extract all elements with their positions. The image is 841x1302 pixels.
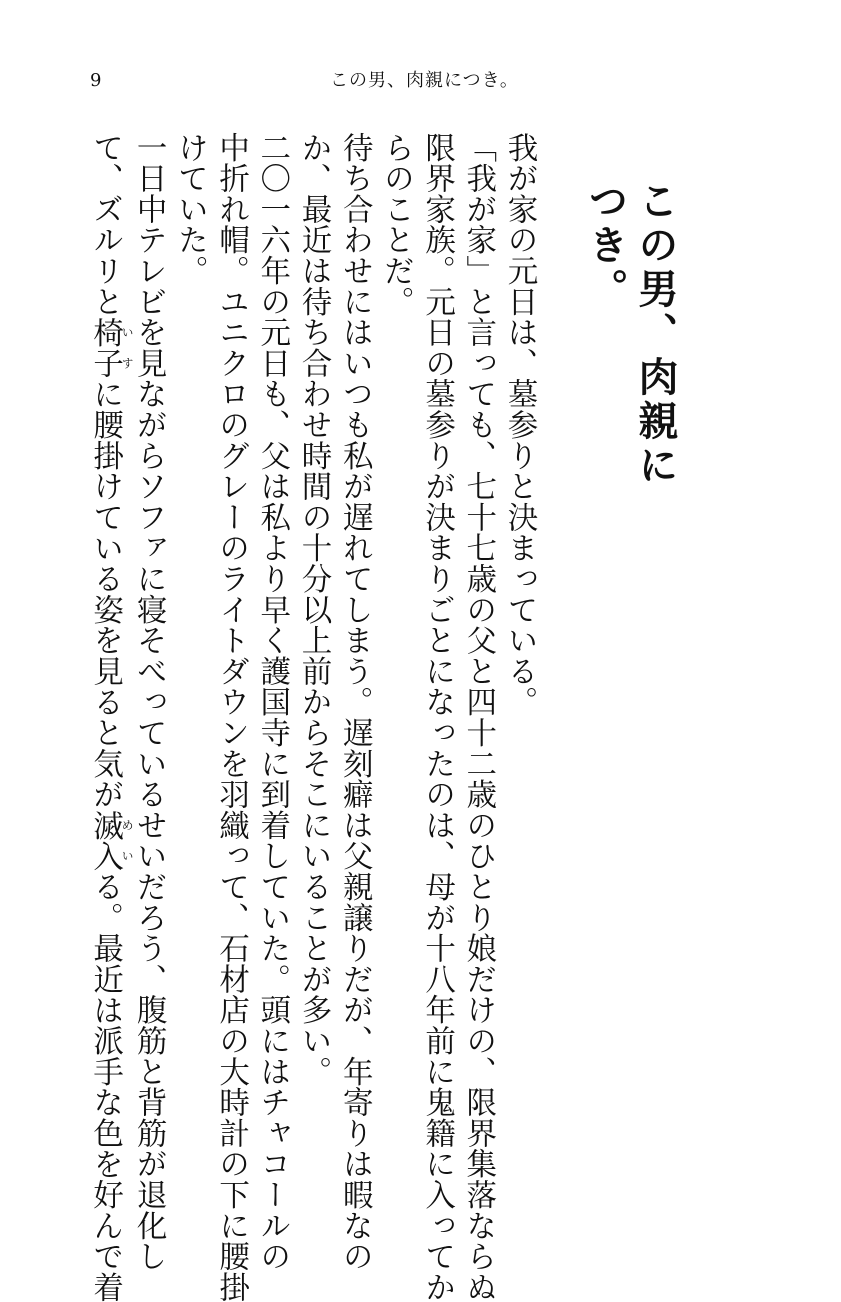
- page-number: 9: [90, 70, 102, 91]
- ruby-base: 椅子: [87, 316, 123, 379]
- ruby-word: [87, 809, 135, 872]
- text-run: 一日中テレビを見ながらソファに寝そべっているせいだろう、腹筋と背筋が退化し て、ズルリと: [87, 132, 167, 1272]
- ruby-word: [87, 316, 135, 379]
- ruby-reading: いす: [120, 316, 135, 379]
- running-head: この男、肉親につき。: [330, 70, 519, 91]
- paragraph: [84, 132, 169, 1302]
- ruby-base: 滅入: [87, 809, 123, 872]
- ruby-reading: めい: [120, 809, 135, 872]
- text-run: に腰掛けている姿を見ると気が: [87, 378, 123, 810]
- text-run: る。最近は派手な色を好んで着: [87, 871, 123, 1302]
- body-text: [87, 132, 540, 1302]
- paragraph: 二〇一六年の元日も、父は私より早く護国寺に到着していた。頭にはチャコールの 中折れ帽。ユニクロのグレーのライトダウンを羽織って、石材店の大時計の下に腰掛 けていた。: [172, 132, 290, 1302]
- paragraph: 我が家の元日は、墓参りと決まっている。: [502, 132, 537, 718]
- paragraph: 待ち合わせにはいつも私が遅れてしまう。遅刻癖は父親譲りだが、年寄りは暇なの か、最近は待ち合わせ時間の十分以上前からそこにいることが多い。: [295, 132, 373, 1272]
- paragraph: 「我が家」と言っても、七十七歳の父と四十二歳のひとり娘だけの、限界集落ならぬ 限界家族。元日の墓参りが決まりごとになったのは、母が十八年前に鬼籍に入ってか らのことだ。: [378, 132, 496, 1302]
- chapter-title: この男、肉親につき。: [582, 180, 679, 488]
